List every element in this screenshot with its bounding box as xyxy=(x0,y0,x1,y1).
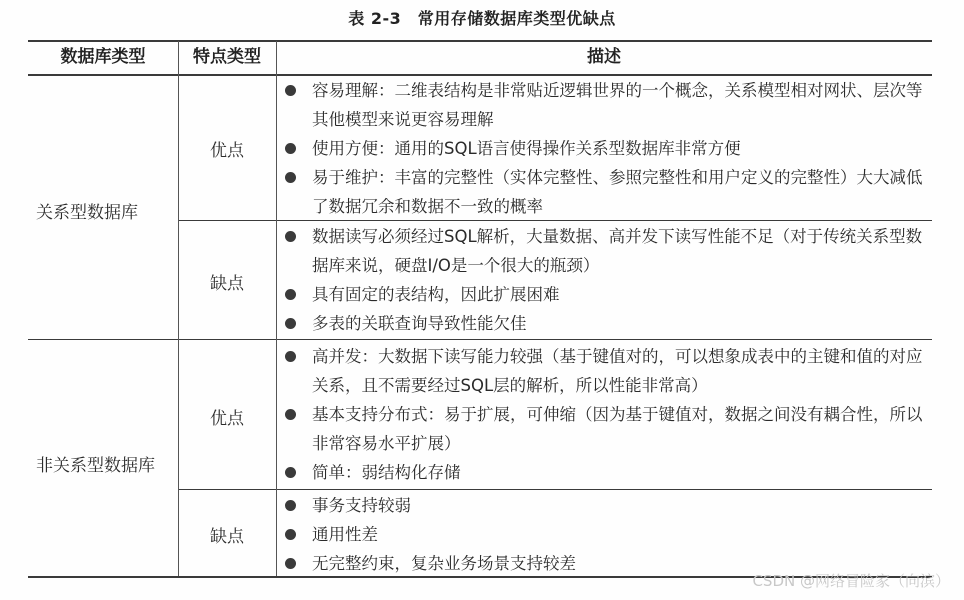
watermark: CSDN @网络冒险家（向滨） xyxy=(752,572,950,590)
column-divider-1 xyxy=(178,41,179,576)
list-item-text: 通用性差 xyxy=(312,525,378,544)
feature-relational-cons: 缺点 xyxy=(210,274,244,294)
list-item-text: 高并发：大数据下读写能力较强（基于键值对的，可以想象成表中的主键和值的对应关系，且不需要经过SQL层的解析，所以性能非常高） xyxy=(312,347,923,395)
feature-relational-pros: 优点 xyxy=(210,141,244,161)
list-item-text: 易于维护：丰富的完整性（实体完整性、参照完整性和用户定义的完整性）大大减低了数据冗余和数据不一致的概率 xyxy=(312,168,923,216)
bullet-icon xyxy=(285,409,296,420)
bullet-icon xyxy=(285,351,296,362)
list-item xyxy=(278,491,928,520)
list-item xyxy=(278,400,928,458)
bullet-icon xyxy=(285,318,296,329)
list-item xyxy=(278,76,928,134)
list-item xyxy=(278,458,928,487)
list-item-text: 使用方便：通用的SQL语言使得操作关系型数据库非常方便 xyxy=(312,139,741,158)
bullet-icon xyxy=(285,231,296,242)
list-item xyxy=(278,309,928,338)
db-type-nonrelational: 非关系型数据库 xyxy=(36,456,155,476)
bullet-icon xyxy=(285,529,296,540)
list-item xyxy=(278,163,928,221)
header-feature-type: 特点类型 xyxy=(193,47,261,67)
list-item-text: 简单：弱结构化存储 xyxy=(312,463,461,482)
column-divider-2 xyxy=(276,41,277,576)
list-item-text: 多表的关联查询导致性能欠佳 xyxy=(312,314,527,333)
comparison-table xyxy=(28,40,932,578)
list-item-text: 容易理解：二维表结构是非常贴近逻辑世界的一个概念，关系模型相对网状、层次等其他模型来说更容易理解 xyxy=(312,81,923,129)
feature-nonrelational-cons: 缺点 xyxy=(210,527,244,547)
bullet-icon xyxy=(285,500,296,511)
group-rule-2 xyxy=(178,489,932,490)
bullet-icon xyxy=(285,558,296,569)
bullet-icon xyxy=(285,289,296,300)
bullet-icon xyxy=(285,143,296,154)
relational-pros-list xyxy=(278,76,928,221)
row-rule xyxy=(28,339,932,340)
nonrelational-pros-list xyxy=(278,342,928,487)
list-item xyxy=(278,280,928,309)
feature-nonrelational-pros: 优点 xyxy=(210,409,244,429)
list-item-text: 无完整约束，复杂业务场景支持较差 xyxy=(312,554,576,573)
list-item xyxy=(278,342,928,400)
list-item-text: 事务支持较弱 xyxy=(312,496,411,515)
nonrelational-cons-list xyxy=(278,491,928,578)
list-item-text: 基本支持分布式：易于扩展，可伸缩（因为基于键值对，数据之间没有耦合性，所以非常容易水平扩展） xyxy=(312,405,923,453)
bullet-icon xyxy=(285,172,296,183)
list-item-text: 数据读写必须经过SQL解析，大量数据、高并发下读写性能不足（对于传统关系型数据库来说，硬盘I/O是一个很大的瓶颈） xyxy=(312,227,923,275)
list-item xyxy=(278,222,928,280)
relational-cons-list xyxy=(278,222,928,338)
list-item xyxy=(278,134,928,163)
header-description: 描述 xyxy=(587,47,621,67)
header-db-type: 数据库类型 xyxy=(60,47,146,67)
db-type-relational: 关系型数据库 xyxy=(36,203,138,223)
table-caption: 表 2-3 常用存储数据库类型优缺点 xyxy=(348,9,616,28)
list-item xyxy=(278,520,928,549)
bullet-icon xyxy=(285,467,296,478)
list-item-text: 具有固定的表结构，因此扩展困难 xyxy=(312,285,560,304)
bullet-icon xyxy=(285,85,296,96)
